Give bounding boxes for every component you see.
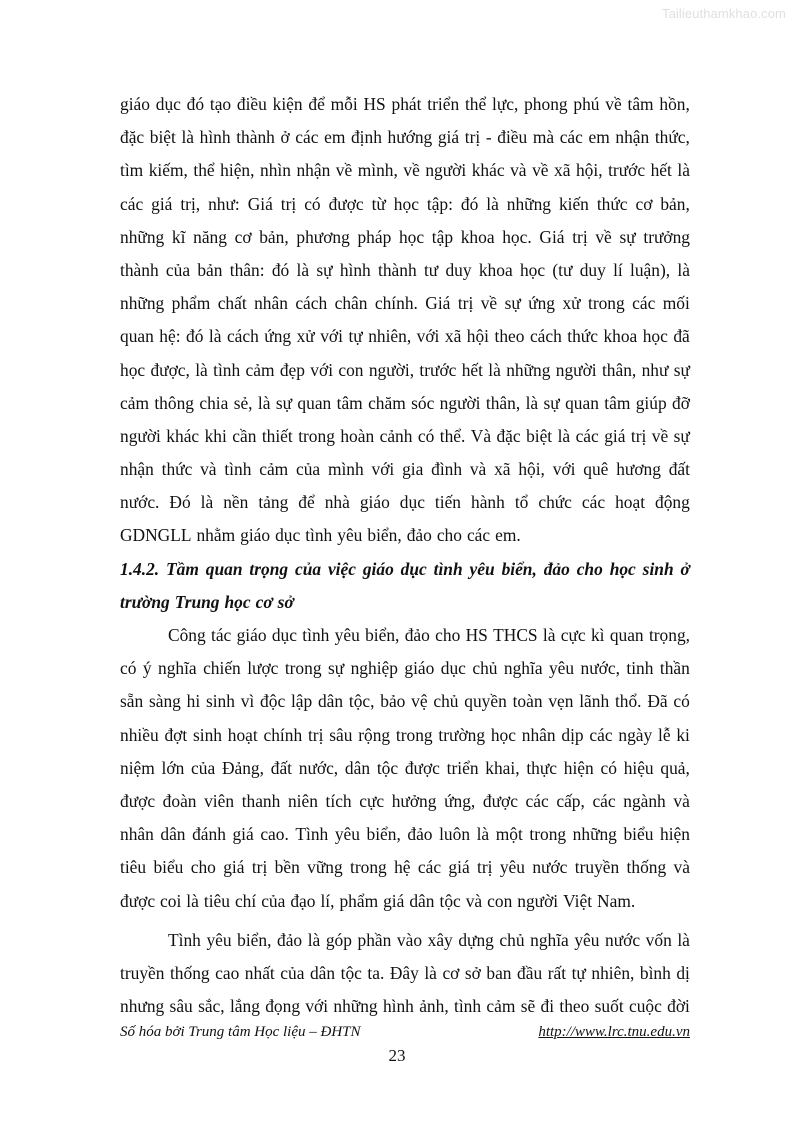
text-line: những kĩ năng cơ bản, phương pháp học tập khoa học. Giá trị về sự trưởng [120,226,690,247]
text-line: người khác khi cần thiết trong hoàn cảnh có thể. Và đặc biệt là các giá trị về sự [120,425,690,446]
text-line: truyền thống cao nhất của dân tộc ta. Đây là cơ sở ban đầu rất tự nhiên, bình dị [120,962,690,983]
text-line: quan hệ: đó là cách ứng xử với tự nhiên, với xã hội theo cách thức khoa học đã [120,326,690,347]
paragraph [120,924,690,1024]
text-line: Công tác giáo dục tình yêu biển, đảo cho HS THCS là cực kì quan trọng, [168,625,690,645]
section-heading [120,553,690,619]
watermark: Tailieuthamkhao.com [661,6,786,21]
text-line: sẵn sàng hi sinh vì độc lập dân tộc, bảo vệ chủ quyền toàn vẹn lãnh thổ. Đã có [120,691,690,712]
text-line: niệm lớn của Đảng, đất nước, dân tộc được triển khai, thực hiện có hiệu quả, [120,757,690,778]
text-line: được đoàn viên thanh niên tích cực hưởng ứng, được các cấp, các ngành và [120,790,690,811]
paragraph [120,619,690,918]
text-line: GDNGLL nhằm giáo dục tình yêu biển, đảo cho các em. [120,525,521,546]
footer-source: Số hóa bởi Trung tâm Học liệu – ĐHTN [120,1024,361,1040]
text-line: nước. Đó là nền tảng để nhà giáo dục tiến hành tổ chức các hoạt động [120,492,690,513]
page-content [120,88,690,1023]
text-line: có ý nghĩa chiến lược trong sự nghiệp giáo dục chủ nghĩa yêu nước, tinh thần [120,658,690,679]
text-line: trường Trung học cơ sở [120,591,294,612]
text-line: các giá trị, như: Giá trị có được từ học tập: đó là những kiến thức cơ bản, [120,193,690,214]
page-number: 23 [388,1046,406,1065]
text-line: nhân dân đánh giá cao. Tình yêu biển, đảo luôn là một trong những biểu hiện [120,824,690,845]
text-line: được coi là tiêu chí của đạo lí, phẩm giá dân tộc và con người Việt Nam. [120,890,636,911]
text-line: giáo dục đó tạo điều kiện để mỗi HS phát triển thể lực, phong phú về tâm hồn, [120,94,690,114]
footer-link[interactable]: http://www.lrc.tnu.edu.vn [538,1024,690,1040]
text-line: học được, là tình cảm đẹp với con người, trước hết là những người thân, như sự [120,359,690,380]
text-line: tiêu biểu cho giá trị bền vững trong hệ các giá trị yêu nước truyền thống và [120,857,690,878]
text-line: nhiều đợt sinh hoạt chính trị sâu rộng trong trường học nhân dịp các ngày lễ ki [120,724,690,745]
text-line: 1.4.2. Tầm quan trọng của việc giáo dục tình yêu biển, đảo cho học sinh ở [120,558,690,579]
footer [120,1024,690,1041]
text-line: nhận thức và tình cảm của mình với gia đình và xã hội, với quê hương đất [120,459,690,480]
text-line: tìm kiếm, thể hiện, nhìn nhận về mình, về người khác và về xã hội, trước hết là [120,160,690,181]
text-line: nhưng sâu sắc, lắng đọng với những hình ảnh, tình cảm sẽ đi theo suốt cuộc đời [120,996,690,1017]
text-line: đặc biệt là hình thành ở các em định hướng giá trị - điều mà các em nhận thức, [120,127,690,148]
paragraph [120,88,690,553]
text-line: thành của bản thân: đó là sự hình thành tư duy khoa học (tư duy lí luận), là [120,259,690,280]
text-line: cảm thông chia sẻ, là sự quan tâm chăm sóc người thân, là sự quan tâm giúp đỡ [120,392,690,413]
text-line: Tình yêu biển, đảo là góp phần vào xây dựng chủ nghĩa yêu nước vốn là [168,929,690,950]
text-line: những phẩm chất nhân cách chân chính. Giá trị về sự ứng xử trong các mối [120,293,690,314]
